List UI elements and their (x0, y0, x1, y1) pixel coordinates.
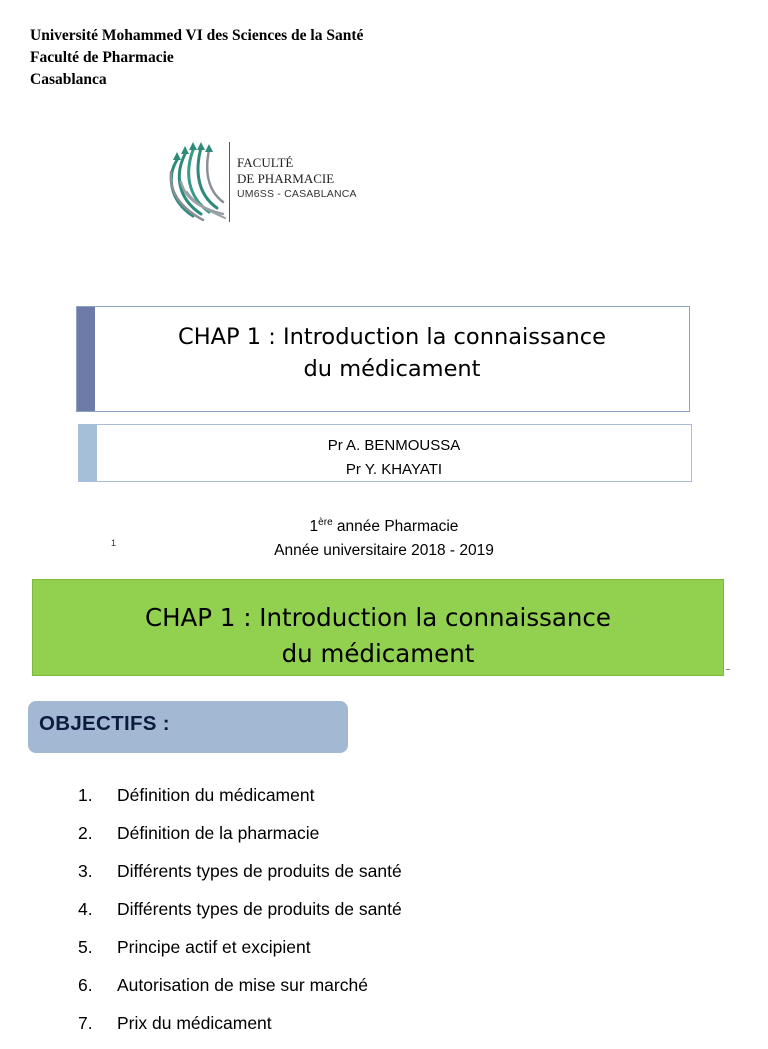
authors-box (78, 424, 692, 482)
university-header (30, 25, 363, 91)
study-year-prefix: 1 (309, 518, 319, 535)
year-block (200, 515, 568, 563)
objectifs-header (28, 701, 348, 753)
faculty-logo (163, 142, 383, 226)
study-year (200, 515, 568, 539)
list-item-text: Définition de la pharmacie (117, 823, 320, 843)
list-item-number: 5. (78, 937, 93, 957)
slide1-title-line1: CHAP 1 : Introduction la connaissance (178, 324, 606, 350)
list-item (0, 1011, 768, 1049)
list-item-text: Prix du médicament (117, 1013, 272, 1033)
list-item-text: Différents types de produits de santé (117, 861, 402, 881)
city-name: Casablanca (30, 71, 107, 88)
slide2-title-line1: CHAP 1 : Introduction la connaissance (145, 603, 611, 632)
list-item (0, 859, 768, 897)
academic-year: Année universitaire 2018 - 2019 (274, 542, 494, 559)
logo-um6ss: UM6SS - CASABLANCA (237, 188, 357, 200)
list-item-text: Définition du médicament (117, 785, 315, 805)
chapter-title-banner (32, 579, 724, 676)
list-item (0, 897, 768, 935)
list-item (0, 821, 768, 859)
study-year-suffix: année Pharmacie (332, 518, 459, 535)
list-item-number: 4. (78, 899, 93, 919)
list-item (0, 935, 768, 973)
objectifs-label: OBJECTIFS : (39, 712, 170, 735)
list-item-text: Différents types de produits de santé (117, 899, 402, 919)
list-item-text: Principe actif et excipient (117, 937, 311, 957)
slide-edge-mark (726, 669, 730, 670)
pharmacy-emblem-icon (163, 142, 229, 226)
list-item-number: 3. (78, 861, 93, 881)
list-item-number: 2. (78, 823, 93, 843)
slide1-title-box (76, 306, 690, 412)
logo-pharmacie: DE PHARMACIE (237, 171, 335, 186)
list-item-number: 7. (78, 1013, 93, 1033)
logo-divider (229, 142, 230, 222)
slide1-title-line2: du médicament (303, 356, 481, 382)
title-accent-bar (77, 307, 95, 411)
list-item-text: Autorisation de mise sur marché (117, 975, 368, 995)
slide2-title-line2: du médicament (281, 639, 475, 668)
authors-accent-bar (79, 425, 97, 481)
university-name: Université Mohammed VI des Sciences de la Santé (30, 27, 364, 44)
author-benmoussa: Pr A. BENMOUSSA (327, 437, 461, 454)
list-item-number: 6. (78, 975, 93, 995)
logo-faculte: FACULTÉ (237, 155, 294, 170)
author-khayati: Pr Y. KHAYATI (345, 461, 443, 478)
study-year-sup: ère (318, 517, 333, 528)
list-item (0, 783, 768, 821)
list-item-number: 1. (78, 785, 93, 805)
faculty-name: Faculté de Pharmacie (30, 49, 174, 66)
list-item (0, 973, 768, 1011)
objectives-list (0, 783, 768, 1049)
slide-number: 1 (111, 538, 117, 548)
